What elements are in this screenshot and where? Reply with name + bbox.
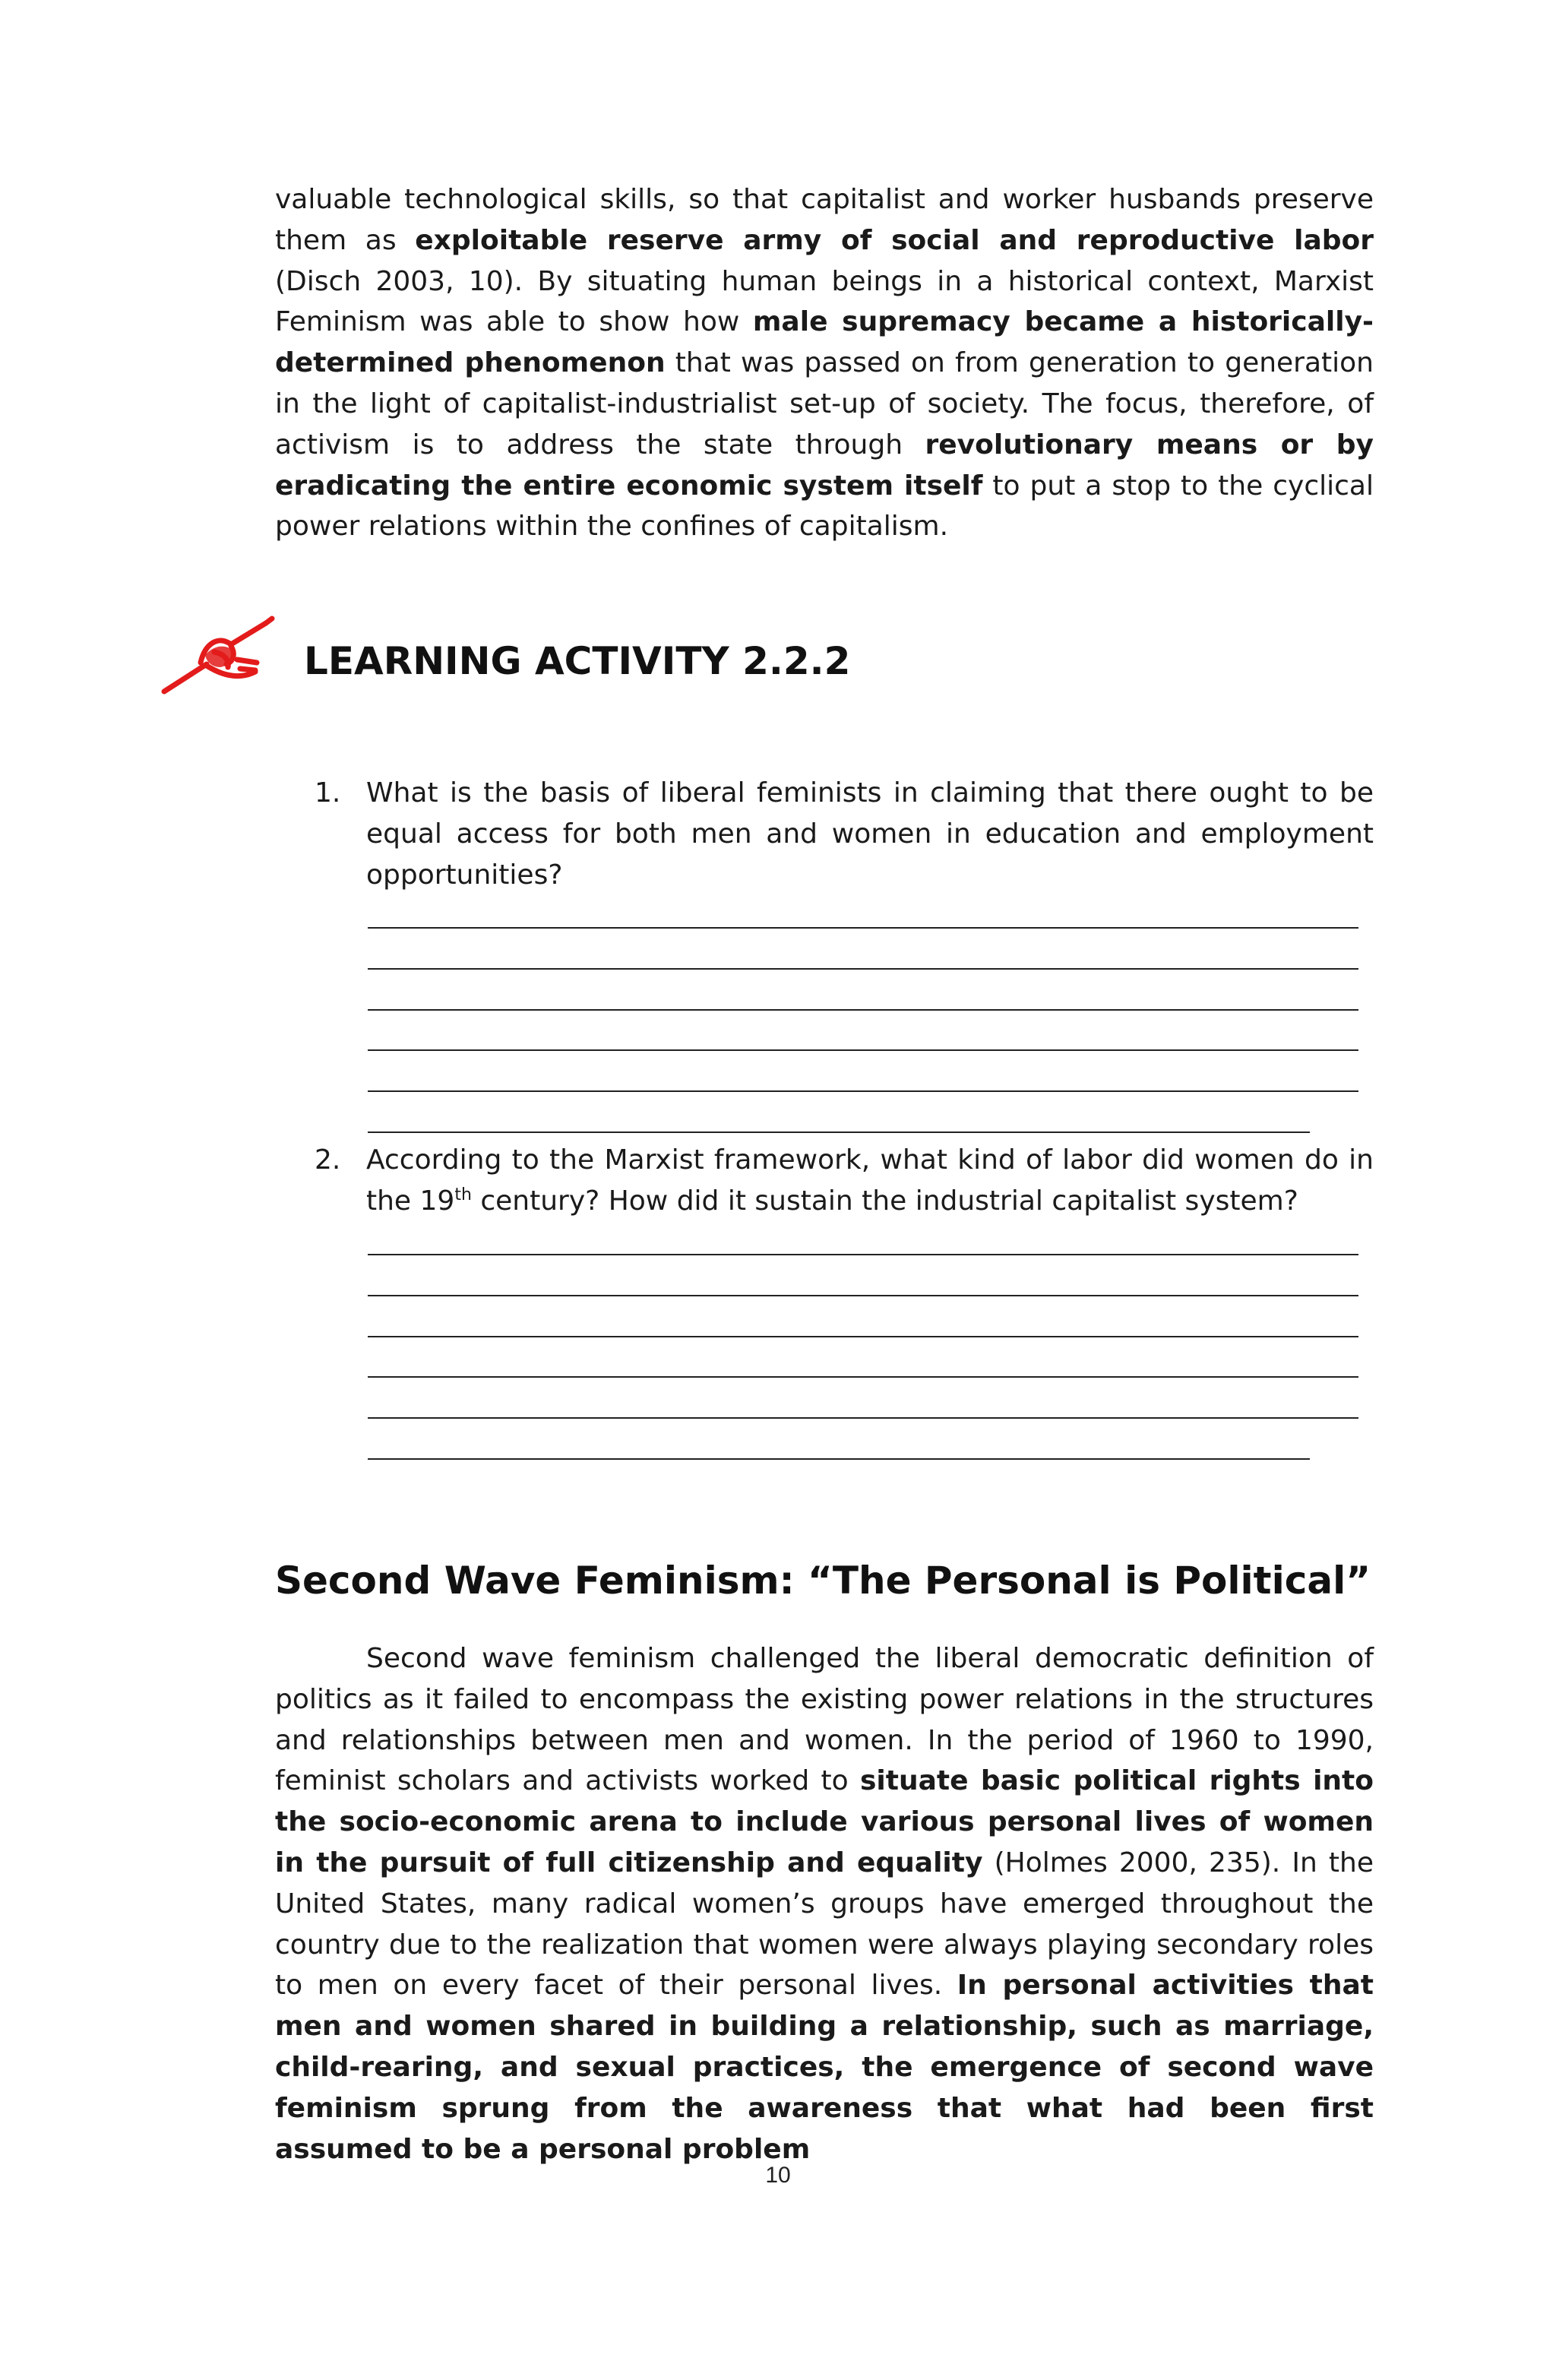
question-1 <box>315 773 1374 895</box>
answer-line[interactable] <box>368 1009 1358 1011</box>
intro-segment: that was passed on from generation to generation in the light of capitalist-industrialist set-up of society. The focus, therefore, of activism is to address the state through <box>275 347 1374 460</box>
question-number: 1. <box>315 777 341 809</box>
answer-line[interactable] <box>368 927 1358 929</box>
section-heading: Second Wave Feminism: “The Personal is Political” <box>275 1559 1371 1603</box>
question-text: According to the Marxist framework, what kind of labor did women do in the 19 <box>366 1144 1374 1217</box>
intro-segment: to put a stop to the cyclical power relations within the confines of capitalism. <box>275 470 1374 543</box>
body-segment: Second wave feminism challenged the liberal democratic definition of politics as it failed to encompass the existing power relations in the structures and relationships between men and women. In the period of 1960 to 1990, feminist scholars and activists worked to <box>275 1643 1374 1797</box>
intro-segment: valuable technological skills, so that capitalist and worker husbands preserve them as <box>275 184 1374 256</box>
body-bold-segment: situate basic political rights into the socio-economic arena to include various personal lives of women in the pursuit of full citizenship and equality <box>275 1765 1374 1878</box>
intro-bold-segment: exploitable reserve army of social and reproductive labor <box>415 224 1374 256</box>
answer-line[interactable] <box>368 1336 1358 1337</box>
answer-line[interactable] <box>368 1131 1310 1133</box>
intro-segment: (Disch 2003, 10). By situating human beings in a historical context, Marxist Feminism was able to show how <box>275 265 1374 338</box>
activity-title: LEARNING ACTIVITY 2.2.2 <box>304 639 851 683</box>
answer-line[interactable] <box>368 1376 1358 1378</box>
body-bold-segment: In personal activities that men and women shared in building a relationship, such as marriage, child-rearing, and sexual practices, the emergence of second wave feminism sprung from the awareness that what had been first assumed to be a personal problem <box>275 1970 1374 2165</box>
answer-line[interactable] <box>368 968 1358 970</box>
intro-bold-segment: male supremacy became a historically-determined phenomenon <box>275 306 1374 379</box>
superscript: th <box>454 1185 472 1204</box>
answer-line[interactable] <box>368 1254 1358 1255</box>
answer-line[interactable] <box>368 1417 1358 1419</box>
page-number: 10 <box>765 2163 791 2188</box>
question-number: 2. <box>315 1144 341 1176</box>
question-text: century? How did it sustain the industrial capitalist system? <box>471 1185 1298 1217</box>
writing-hand-icon <box>161 616 275 695</box>
answer-line[interactable] <box>368 1049 1358 1051</box>
answer-line[interactable] <box>368 1458 1310 1460</box>
section-paragraph <box>275 1638 1374 2170</box>
question-text: What is the basis of liberal feminists in claiming that there ought to be equal access for both men and women in education and employment opportunities? <box>366 777 1374 891</box>
question-2 <box>315 1140 1374 1222</box>
body-segment: (Holmes 2000, 235). In the United States, many radical women’s groups have emerged throughout the country due to the realization that women were always playing secondary roles to men on every facet of their personal lives. <box>275 1847 1374 2002</box>
intro-bold-segment: revolutionary means or by eradicating the entire economic system itself <box>275 429 1374 502</box>
intro-paragraph <box>275 179 1374 547</box>
answer-line[interactable] <box>368 1090 1358 1092</box>
answer-line[interactable] <box>368 1295 1358 1296</box>
